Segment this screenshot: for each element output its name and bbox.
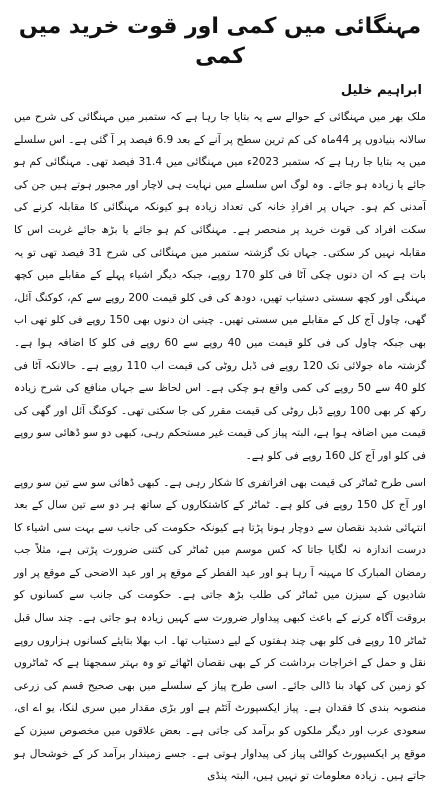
article-author: ابراہیم خلیل xyxy=(340,83,422,98)
article-paragraph: اسی طرح ٹماٹر کی قیمت بھی افراتفری کا شکار رہی ہے۔ کبھی ڈھائی سو سے تین سو روپے اور آج کل 150 روپے فی کلو ہے۔ ٹماٹر کے کاشتکاروں کے ساتھ ہر دو سے تین سال کے بعد انتہائی شدید نقصان سے دوچار ہونا پڑتا ہے کیونکہ حکومت کی جانب سے بہت سی اشیاء کا درست اندازہ نہ لگایا جاتا کہ کس موسم میں ٹماٹر کی کتنی ضرورت پڑتی ہے، مثلاً جب رمضان المبارک کا مہینہ آ رہا ہو اور عید الفطر کے موقع پر اور عید الاضحی کے موقع پر اور شادیوں کے سیزن میں ٹماٹر کی طلب بڑھ جاتی ہے۔ حکومت کی جانب سے کسانوں کو بروقت آگاہ کرنے کے باعث کبھی پیداوار ضرورت سے کہیں زیادہ ہو جاتی ہے۔ چند سال قبل ٹماٹر 10 روپے فی کلو بھی چند ہفتوں کے لیے دستیاب تھا۔ اب بھلا بتایئے کسانوں ہزاروں روپے نقل و حمل کے اخراجات برداشت کر کے بھی نقصان اٹھائے تو وہ بہتر سمجھتا ہے کہ ٹماٹروں کو زمین کی کھاد بنا ڈالی جائے۔ اسی طرح پیاز کے سلسلے میں بھی صحیح قسم کی زرعی منصوبہ بندی کا فقدان ہے۔ پیاز ایکسپورٹ آئٹم ہے اور بڑی مقدار میں سری لنکا، یو اے ای، سعودی عرب اور دیگر ملکوں کو برآمد کی جاتی ہے۔ بعض علاقوں میں مخصوص سیزن کے موقع پر ایکسپورٹ کوالٹی پیاز کی پیداوار ہوتی ہے۔ جسے زمیندار برآمد کر کے خوشحال ہو جاتے ہیں۔ زیادہ معلومات تو نہیں ہیں، البتہ پنڈی xyxy=(14,476,426,783)
article-title: مہنگائی میں کمی اور قوت خرید میں کمی xyxy=(18,14,422,69)
article-paragraph: ملک بھر میں مہنگائی کے حوالے سے یہ بتایا جا رہا ہے کہ ستمبر میں مہنگائی کی شرح میں سالانہ بنیادوں پر 44ماہ کی کم ترین سطح پر آنے کے بعد 6.9 فیصد پر آ گئی ہے۔ اس سلسلے میں یہ بتایا جا رہا ہے کہ ستمبر 2023ء میں مہنگائی میں 31.4 فیصد تھی۔ مہنگائی کم ہو جائے یا زیادہ ہو جائے۔ وہ لوگ اس سلسلے میں نہایت ہی لاچار اور مجبور ہوتے ہیں جن کی آمدنی کم ہو۔ جہاں پر افرادِ خانہ کی تعداد زیادہ ہو کیونکہ مہنگائی کا مقابلہ کرنے کی سکت افراد کی قوت خرید پر منحصر ہے۔ مہنگائی کم ہو جائے یا بڑھ جائے غربت اس کا مقابلہ نہیں کر سکتی۔ جہاں تک گزشتہ ستمبر میں مہنگائی کی شرح 31 فیصد تھی تو یہ بات ہے کہ ان دنوں چکی آٹا فی کلو 170 روپے، جبکہ دیگر اشیاء پہلے کے مقابلے میں کچھ مہنگی اور کچھ سستی دستیاب تھیں، دودھ کی فی کلو قیمت 200 روپے سے کم، کوکنگ آئل، گھی، چاول آج کل کے مقابلے میں سستی تھیں۔ چینی ان دنوں بھی 150 روپے فی کلو تھی اب بھی جبکہ چاول کی فی کلو قیمت میں 40 روپے سے 60 روپے فی کلو کا اضافہ ہوا ہے۔ گزشتہ ماہ جولائی تک 120 روپے فی ڈبل روٹی کی قیمت اب 110 روپے ہے۔ حالانکہ آٹا فی کلو 40 سے 50 روپے کی کمی واقع ہو چکی ہے۔ اس لحاظ سے جہاں منافع کی شرح زیادہ رکھ کر بھی 100 روپے ڈبل روٹی کی قیمت مقرر کی جا سکتی تھی۔ کوکنگ آئل اور گھی کی قیمت میں اضافہ ہوا ہے، البتہ پیاز کی قیمت غیر مستحکم رہی، کبھی دو سو ڈھائی سو روپے فی کلو اور آج کل 160 روپے فی کلو ہے۔ xyxy=(14,111,427,462)
article-body xyxy=(14,106,426,788)
